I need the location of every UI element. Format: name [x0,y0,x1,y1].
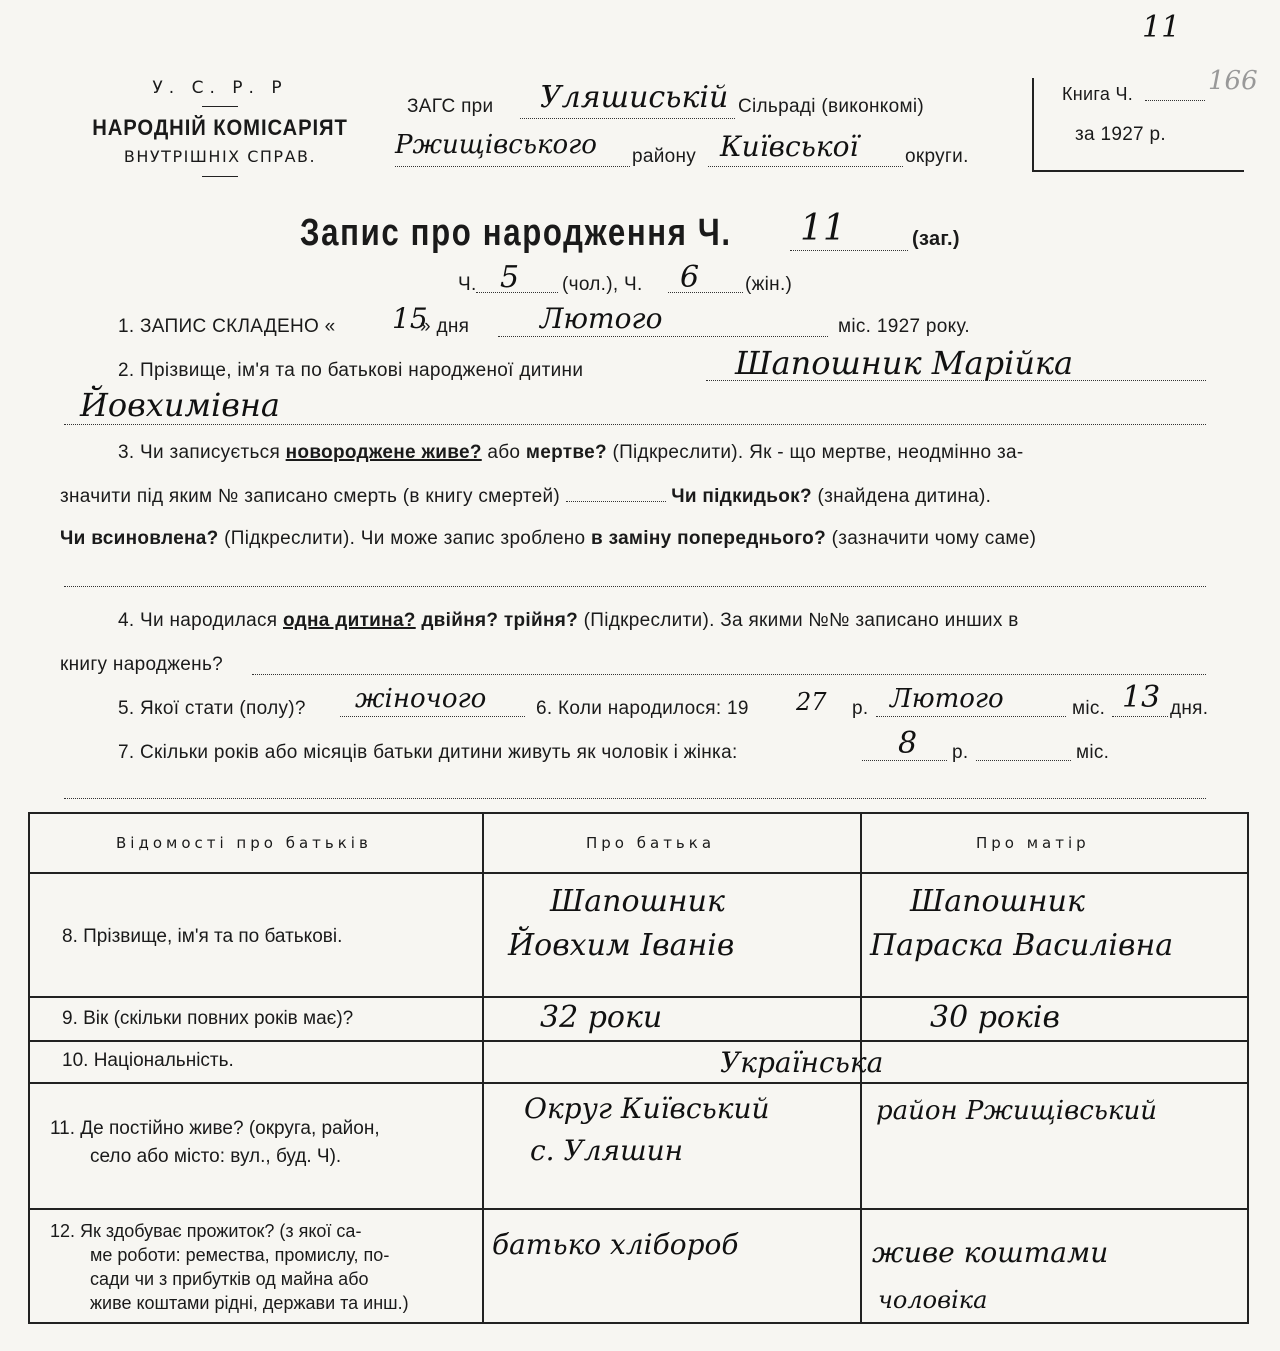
book-year: за 1927 р. [1075,124,1166,145]
q4-triplets: трійня? [503,610,579,631]
child-patronymic: Йовхимівна [80,386,280,424]
q6-label: 6. Коли народилося: 19 [536,698,749,719]
q1-label: 1. ЗАПИС СКЛАДЕНО « [118,316,336,337]
q1-mid: » дня [420,316,470,337]
mother-residence: район Ржищівський [876,1096,1157,1126]
district-label: району [632,146,697,167]
row11-label-1: 11. Де постійно живе? (округа, район, [50,1118,380,1139]
marriage-years: 8 [898,726,918,761]
q3-text-a: 3. Чи записується [118,442,281,463]
q7-mis: міс. [1076,742,1110,763]
q3-l3-d: (зазначити чому саме) [831,528,1037,549]
q4-single: одна дитина? [283,610,416,631]
q1-month: Лютого [540,302,663,335]
zag-label: (заг.) [912,228,960,250]
page-number: 11 [1142,10,1181,45]
father-residence-2: с. Уляшин [530,1134,684,1167]
birth-day: 13 [1122,680,1161,715]
q3-l2-a: значити під яким № записано смерть (в книгу смертей) [60,486,560,507]
row11-label-2: село або місто: вул., буд. Ч). [90,1146,342,1167]
female-label: (жін.) [745,274,793,295]
mother-name: Параска Василівна [870,928,1174,963]
ministry-name: НАРОДНІЙ КОМІСАРІЯТ [92,115,348,140]
mother-surname: Шапошник [910,884,1085,919]
birth-month: Лютого [890,684,1004,714]
row12-label-3: сади чи з прибутків од майна або [90,1269,369,1289]
row12-label-1: 12. Як здобуває прожиток? (з якої са- [50,1221,362,1241]
page-title: Запис про народження Ч. [300,212,732,254]
child-sex: жіночого [355,684,487,714]
male-label: (чол.), Ч. [562,274,643,295]
row12-label-4: живе коштами рідні, держави та инш.) [90,1293,409,1313]
okrug-label: округи. [905,146,969,167]
male-number: 5 [500,260,520,295]
q2-label: 2. Прізвище, ім'я та по батькові народженої дитини [118,360,584,381]
parents-table [28,812,1249,1324]
q1-end: міс. 1927 року. [838,316,970,337]
q3-replacement: в заміну попереднього? [591,528,826,549]
pencil-number: 166 [1208,66,1258,96]
q3-l3-b: (Підкреслити). Чи може запис зроблено [224,528,586,549]
q3-foundling: Чи підкидьок? [671,486,812,507]
q7-r: р. [952,742,969,763]
father-occupation: батько хлібороб [492,1228,739,1261]
council-suffix: Сільраді (виконкомі) [738,96,924,117]
zags-prefix: ЗАГС при [407,96,494,117]
state-name: У. С. Р. Р [152,78,288,98]
ch-label: Ч. [458,274,477,295]
q4-text-a: 4. Чи народилася [118,610,278,631]
father-surname: Шапошник [550,884,725,919]
q3-alive: новороджене живе? [285,442,482,463]
ministry-dept: ВНУТРІШНІХ СПРАВ. [123,147,317,166]
q7-label: 7. Скільки років або місяців батьки дитини живуть як чоловік і жінка: [118,742,738,763]
female-number: 6 [680,260,700,295]
nationality: Українська [720,1046,884,1079]
mother-age: 30 років [930,1000,1060,1035]
child-name: Шапошник Марійка [735,344,1074,382]
district-field: Ржищівського [395,130,597,160]
q1-day: 15 [392,302,428,335]
father-name: Йовхим Іванів [508,928,735,963]
record-number: 11 [800,208,846,249]
row8-label: 8. Прізвище, ім'я та по батькові. [62,926,343,947]
q5-label: 5. Якої стати (полу)? [118,698,306,719]
header-mother: Про матір [976,834,1090,852]
mother-occupation-2: чоловіка [878,1286,988,1314]
mother-occupation-1: живе коштами [872,1236,1109,1269]
q3-l2-c: (знайдена дитина). [817,486,992,507]
village-field: Уляшиській [540,80,729,115]
q3-adopted: Чи всиновлена? [60,528,219,549]
header-father: Про батька [586,834,716,852]
q6-mis: міс. [1072,698,1106,719]
birth-year: 27 [796,688,827,716]
q4-text-e: (Підкреслити). За якими №№ записано инших в [583,610,1019,631]
row9-label: 9. Вік (скільки повних років має)? [62,1008,354,1029]
q4-twins: двійня? [421,610,499,631]
q3-text-e: (Підкреслити). Як - що мертве, неодмінно за- [612,442,1024,463]
q6-r: р. [852,698,869,719]
row12-label-2: ме роботи: ремества, промислу, по- [90,1245,390,1265]
book-label: Книга Ч. [1062,84,1134,104]
q3-dead: мертве? [525,442,607,463]
q4-l2: книгу народжень? [60,654,224,675]
q6-dnia: дня. [1170,698,1209,719]
father-age: 32 роки [540,1000,663,1035]
okrug-field: Київської [720,130,859,163]
q3-text-c: або [487,442,521,463]
ministry-block [40,78,400,185]
father-residence-1: Округ Київський [524,1092,770,1125]
row10-label: 10. Національність. [62,1050,234,1071]
header-info: Відомості про батьків [116,834,372,852]
